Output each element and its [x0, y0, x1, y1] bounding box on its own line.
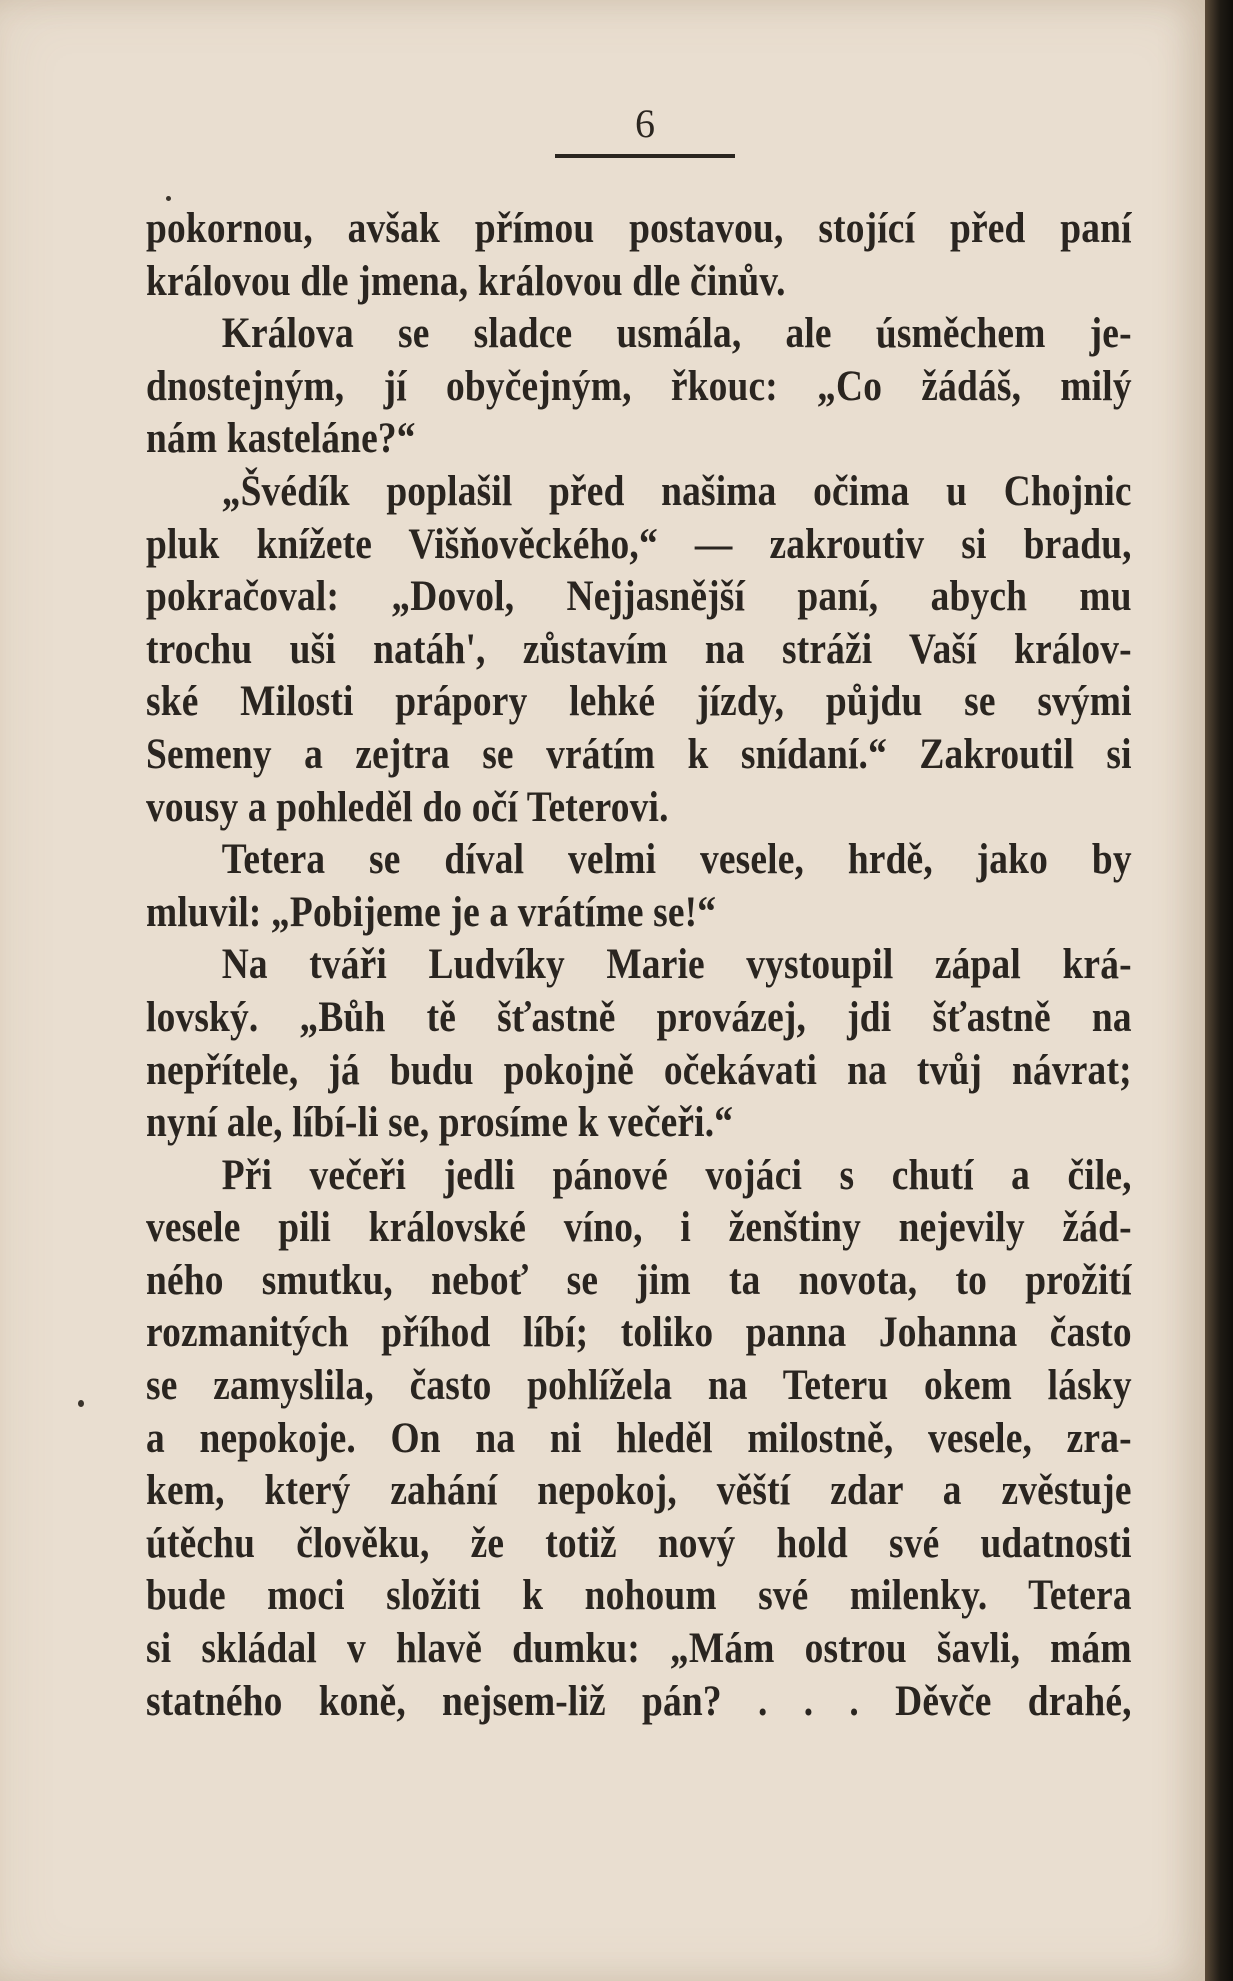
text-line: nám kasteláne?“	[146, 415, 416, 463]
page-number: 6	[635, 101, 655, 146]
text-line: a nepokoje. On na ni hleděl milostně, vesele, zra-	[146, 1414, 1132, 1462]
text-line: Při večeři jedli pánové vojáci s chutí a čile,	[221, 1151, 1132, 1199]
header-rule	[555, 154, 735, 158]
text-line: rozmanitých příhod líbí; toliko panna Johanna často	[146, 1309, 1132, 1357]
text-line: trochu uši natáh', zůstavím na stráži Vaší králov-	[146, 625, 1132, 673]
text-line: pokračoval: „Dovol, Nejjasnější paní, abych mu	[146, 573, 1132, 621]
book-spine	[1205, 0, 1233, 1981]
text-line: nyní ale, líbí-li se, prosíme k večeři.“	[146, 1099, 734, 1147]
text-line: Tetera se díval velmi vesele, hrdě, jako by	[221, 836, 1132, 884]
text-line: Králova se sladce usmála, ale úsměchem je-	[221, 310, 1132, 358]
text-line: bude moci složiti k nohoum své milenky. Tetera	[146, 1572, 1132, 1620]
text-line: ské Milosti prápory lehké jízdy, půjdu se svými	[146, 678, 1132, 726]
text-line: pluk knížete Višňověckého,“ — zakroutiv si bradu,	[146, 520, 1132, 568]
text-line: vesele pili královské víno, i ženštiny nejevily žád-	[146, 1204, 1132, 1252]
text-line: Semeny a zejtra se vrátím k snídaní.“ Zakroutil si	[146, 730, 1132, 778]
text-line: nepřítele, já budu pokojně očekávati na tvůj návrat;	[146, 1046, 1132, 1094]
text-line: dnostejným, jí obyčejným, řkouc: „Co žádáš, milý	[146, 362, 1132, 410]
text-line: kem, který zahání nepokoj, věští zdar a zvěstuje	[146, 1467, 1132, 1515]
text-line: „Švédík poplašil před našima očima u Chojnic	[221, 467, 1132, 515]
ink-speck	[166, 196, 171, 201]
text-line: lovský. „Bůh tě šťastně provázej, jdi šťastně na	[146, 993, 1132, 1041]
text-line: statného koně, nejsem-liž pán? . . . Děvče drahé,	[146, 1677, 1132, 1725]
text-line: si skládal v hlavě dumku: „Mám ostrou šavli, mám	[146, 1625, 1132, 1673]
text-line: pokornou, avšak přímou postavou, stojící před paní	[146, 205, 1132, 252]
text-line: se zamyslila, často pohlížela na Teteru okem lásky	[146, 1362, 1132, 1410]
text-line: útěchu člověku, že totiž nový hold své udatnosti	[146, 1519, 1132, 1567]
ink-speck	[78, 1400, 84, 1407]
text-line: mluvil: „Pobijeme je a vrátíme se!“	[146, 888, 717, 936]
text-line: ného smutku, neboť se jim ta novota, to prožití	[146, 1256, 1132, 1304]
body-text	[146, 203, 1132, 1728]
text-line: vousy a pohleděl do očí Teterovi.	[146, 783, 669, 831]
text-line: Na tváři Ludvíky Marie vystoupil zápal krá-	[221, 941, 1132, 989]
text-line: královou dle jmena, královou dle činův.	[146, 257, 786, 305]
